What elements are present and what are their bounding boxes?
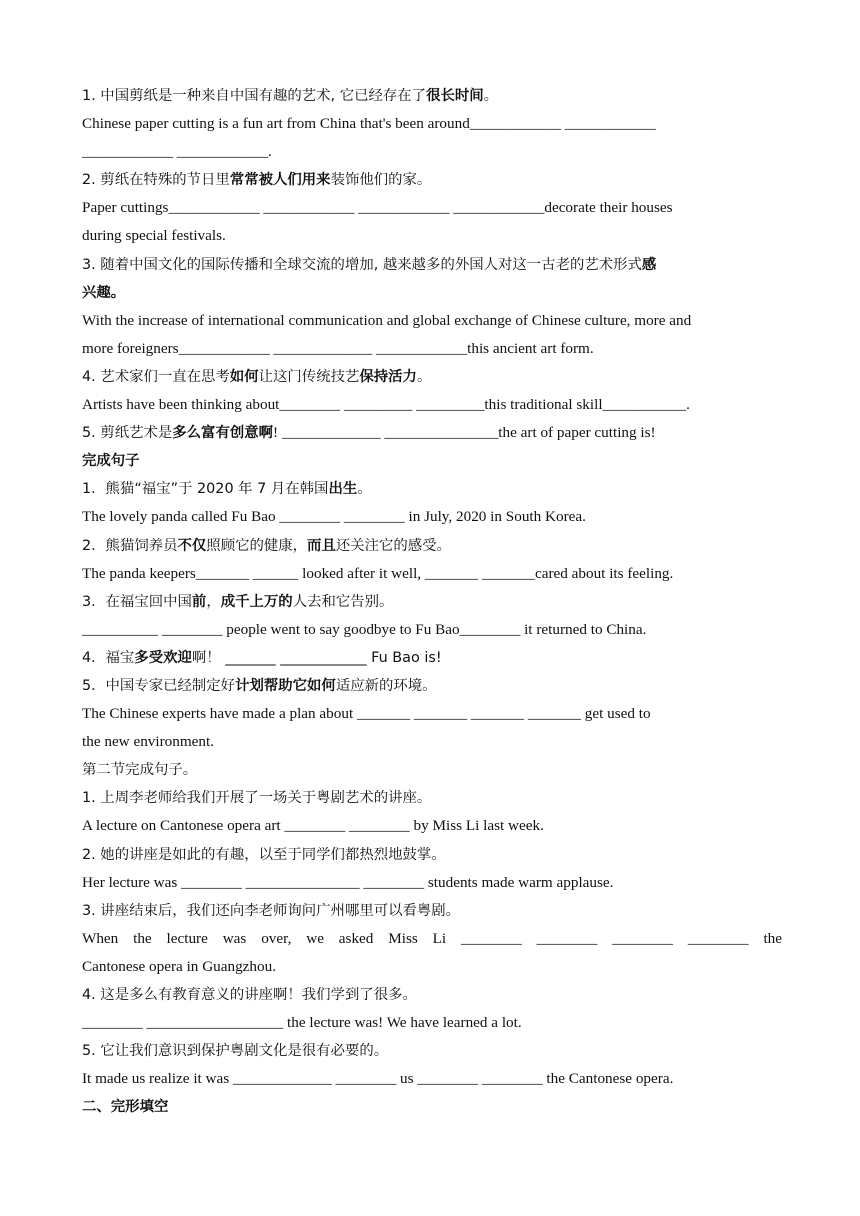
- text-segment: ! _____________ _______________the art of paper cutting is!: [273, 424, 656, 442]
- text-line: [82, 1037, 782, 1065]
- text-segment: 。: [483, 88, 499, 104]
- text-segment: 5．中国专家已经制定好: [82, 677, 236, 694]
- text-segment: It made us realize it was _____________ ________ us ________ ________ the Cantonese opera.: [82, 1070, 674, 1088]
- text-segment: 1. 上周李老师给我们开展了一场关于粤剧艺术的讲座。: [82, 790, 432, 807]
- text-segment: 。: [416, 368, 432, 385]
- text-line: [82, 82, 782, 110]
- text-segment: Chinese paper cutting is a fun art from China that's been around____________ ____________: [82, 115, 656, 133]
- bold-text: 出生: [328, 481, 358, 498]
- text-segment: 还关注它的感受。: [335, 537, 451, 554]
- text-line: [82, 953, 782, 981]
- text-line: [82, 672, 782, 700]
- bold-text: 不仅: [177, 537, 207, 554]
- document-page: [82, 82, 782, 1121]
- text-segment: A lecture on Cantonese opera art ________ ________ by Miss Li last week.: [82, 817, 544, 835]
- text-segment: 1. 中国剪纸是一种来自中国有趣的艺术, 它已经存在了: [82, 88, 427, 104]
- bold-text: 如何: [229, 368, 259, 385]
- text-line: [82, 897, 782, 925]
- text-line: [82, 728, 782, 756]
- text-line: [82, 391, 782, 419]
- text-line: [82, 560, 782, 588]
- text-segment: When the lecture was over, we asked Miss Li ________ ________ ________ ________ the: [82, 929, 782, 947]
- text-line: [82, 138, 782, 166]
- text-line: [82, 532, 782, 560]
- text-segment: Artists have been thinking about________ _________ _________this traditional skill___________.: [82, 396, 690, 414]
- text-line: [82, 447, 782, 475]
- text-segment: 让这门传统技艺: [258, 368, 360, 385]
- text-segment: more foreigners____________ _____________ ____________this ancient art form.: [82, 339, 594, 357]
- text-segment: ____________ ____________.: [82, 143, 272, 161]
- text-line: [82, 869, 782, 897]
- bold-text: 前: [191, 593, 207, 610]
- text-segment: 5. 剪纸艺术是: [82, 425, 173, 442]
- text-segment: 5. 它让我们意识到保护粤剧文化是很有必要的。: [82, 1043, 389, 1060]
- text-segment: 4. 艺术家们一直在思考: [82, 368, 230, 385]
- bold-text: 二、完形填空: [82, 1099, 169, 1116]
- text-segment: 。: [357, 481, 372, 498]
- bold-text: 成千上万的: [220, 593, 293, 610]
- bold-text: 完成句子: [82, 453, 140, 470]
- text-segment: The panda keepers_______ ______ looked after it well, _______ _______cared about its feeling.: [82, 564, 674, 582]
- bold-text: 计划帮助它如何: [235, 677, 336, 694]
- text-segment: 人去和它告别。: [292, 593, 394, 610]
- text-line: [82, 475, 782, 503]
- text-segment: ________ __________________ the lecture was! We have learned a lot.: [82, 1014, 522, 1032]
- text-segment: 2．熊猫饲养员: [82, 537, 178, 554]
- text-segment: 啊！ _______ ____________ Fu Bao is!: [191, 649, 442, 666]
- text-segment: 适应新的环境。: [335, 677, 437, 694]
- text-line: [82, 616, 782, 644]
- text-line: [82, 700, 782, 728]
- text-line: [82, 925, 782, 953]
- text-line: [82, 644, 782, 672]
- bold-text: 而且: [307, 537, 336, 554]
- text-segment: Paper cuttings____________ ____________ ____________ ____________decorate their houses: [82, 199, 673, 217]
- text-segment: during special festivals.: [82, 227, 226, 245]
- text-segment: __________ ________ people went to say goodbye to Fu Bao________ it returned to China.: [82, 620, 647, 638]
- text-segment: 1．熊猫“福宝”于 2020 年 7 月在韩国: [82, 481, 329, 498]
- text-segment: 4．福宝: [82, 649, 135, 666]
- text-segment: 照顾它的健康，: [206, 537, 308, 554]
- text-segment: Cantonese opera in Guangzhou.: [82, 957, 277, 975]
- text-line: [82, 756, 782, 784]
- bold-text: 多受欢迎: [134, 649, 192, 666]
- text-line: [82, 1065, 782, 1093]
- text-line: [82, 588, 782, 616]
- text-line: [82, 812, 782, 840]
- text-line: [82, 307, 782, 335]
- text-line: [82, 503, 782, 531]
- text-line: [82, 1093, 782, 1121]
- text-line: [82, 419, 782, 447]
- text-line: [82, 981, 782, 1009]
- bold-text: 保持活力: [359, 368, 417, 385]
- text-segment: The lovely panda called Fu Bao ________ ________ in July, 2020 in South Korea.: [82, 508, 586, 526]
- text-line: [82, 363, 782, 391]
- bold-text: 常常被人们用来: [229, 172, 331, 189]
- bold-text: 很长时间: [426, 88, 484, 104]
- text-segment: Her lecture was ________ _______________ ________ students made warm applause.: [82, 873, 614, 891]
- text-line: [82, 251, 782, 279]
- text-line: [82, 194, 782, 222]
- text-segment: 2. 剪纸在特殊的节日里: [82, 172, 230, 189]
- text-segment: 3. 随着中国文化的国际传播和全球交流的增加, 越来越多的外国人对这一古老的艺术形式: [82, 256, 642, 273]
- bold-text: 兴趣。: [82, 284, 126, 301]
- bold-text: 感: [641, 256, 657, 273]
- text-segment: 装饰他们的家。: [330, 172, 432, 189]
- text-segment: With the increase of international communication and global exchange of Chinese culture, more and: [82, 311, 692, 329]
- text-line: [82, 841, 782, 869]
- text-segment: 第二节完成句子。: [82, 762, 198, 779]
- text-segment: 3. 讲座结束后，我们还向李老师询问广州哪里可以看粤剧。: [82, 902, 461, 919]
- text-segment: ，: [206, 593, 221, 610]
- text-line: [82, 222, 782, 250]
- text-segment: 4. 这是多么有教育意义的讲座啊！我们学到了很多。: [82, 987, 417, 1003]
- text-line: [82, 166, 782, 194]
- text-line: [82, 784, 782, 812]
- text-line: [82, 279, 782, 307]
- bold-text: 多么富有创意啊: [172, 425, 274, 442]
- text-segment: 3．在福宝回中国: [82, 593, 192, 610]
- text-line: [82, 1009, 782, 1037]
- text-line: [82, 335, 782, 363]
- text-segment: The Chinese experts have made a plan about _______ _______ _______ _______ get used to: [82, 705, 651, 723]
- text-segment: the new environment.: [82, 733, 215, 751]
- text-segment: 2. 她的讲座是如此的有趣，以至于同学们都热烈地鼓掌。: [82, 846, 446, 863]
- text-line: [82, 110, 782, 138]
